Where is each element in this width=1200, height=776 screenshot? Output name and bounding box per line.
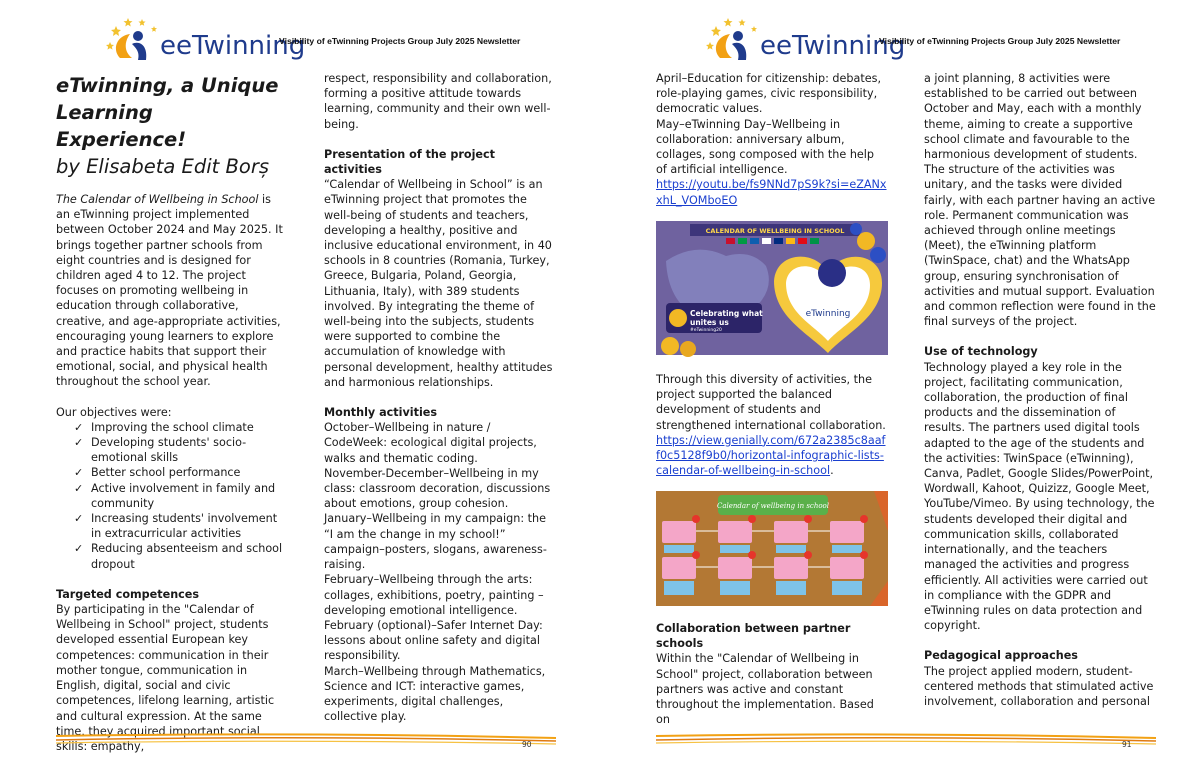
objective-item: ✓ Developing students' socio-emotional skills (74, 435, 288, 465)
objective-item: ✓ Improving the school climate (74, 420, 288, 435)
monthly-item: April–Education for citizenship: debates, role-playing games, civic responsibility, democratic values. (656, 72, 882, 116)
left-page-column-2 (324, 71, 556, 724)
technology-text: Technology played a key role in the project, facilitating communication, collaboration, the production of final products and the dissemination of results. The partners used digital tools adapted to the age of the students and the activities: TwinSpace (eTwinning), Canva, Padlet, Google Slides/PowerPoint, Wordwall, Kahoot, Quizizz, Google Meet, YouTube/Vimeo. By using technology, the students developed their digital and communication skills, collaborated internationally, and the teachers managed the activities and progress efficiently. All activities were carried out in compliance with the GDPR and eTwinning rules on data protection and copyright. (924, 360, 1155, 633)
right-page (600, 0, 1200, 776)
monthly-item: January–Wellbeing in my campaign: the “I am the change in my school!” campaign–posters, slogans, awareness-raising. (324, 512, 547, 572)
collaboration-text: Within the "Calendar of Wellbeing in School" project, collaboration between partners was active and constant throughout the implementation. Based on (656, 652, 874, 727)
monthly-item: October–Wellbeing in nature / CodeWeek: ecological digital projects, walks and thematic coding. (324, 421, 537, 465)
objective-item: ✓ Increasing students' involvement in extracurricular activities (74, 511, 288, 541)
monthly-item: March–Wellbeing through Mathematics, Science and ICT: interactive games, experiments, digital challenges, collective play. (324, 664, 546, 724)
right-page-column-1 (656, 71, 888, 208)
competences-heading: Targeted competences (56, 587, 200, 601)
calendar-image-title: Calendar of wellbeing in school (716, 502, 830, 510)
objectives-list (56, 420, 288, 572)
right-page-column-1-lower: Through this diversity of activities, the project supported the balanced development of students and strengthened international collaboration. https://view.genially.com/672a2385c8aaff0c5128f9b0/horizontal-infographic-lists-calendar-of-wellbeing-in-school. (656, 372, 888, 478)
calendar-illustration (656, 491, 888, 606)
page-number: 91 (1122, 740, 1132, 749)
article-title: eTwinning, a Unique Learning Experience! (56, 74, 279, 151)
badge-line-2: unites us (690, 318, 729, 327)
svg-text:e: e (760, 31, 776, 61)
objective-item: ✓ Active involvement in family and community (74, 481, 288, 511)
objective-item: ✓ Better school performance (74, 465, 288, 480)
technology-heading: Use of technology (924, 345, 1038, 359)
objective-item: ✓ Reducing absenteeism and school dropout (74, 541, 288, 571)
left-page-column-1 (56, 72, 288, 754)
presentation-text: “Calendar of Wellbeing in School” is an eTwinning project that promotes the well-being of students and teachers, developing a healthy, positive and inclusive educational environment, in 40 schools in 8 countries (Romania, Turkey, Greece, Bulgaria, Poland, Georgia, Lithuania, Italy), with 389 students involved. By integrating the theme of well-being into the subjects, students were supported to combine the accumulation of knowledge with personal development, healthy attitudes and harmonious relationships. (324, 178, 553, 389)
right-page-column-1-bottom (656, 621, 888, 727)
monthly-item: February (optional)–Safer Internet Day: lessons about online safety and digital responsibility. (324, 618, 543, 663)
presentation-heading: Presentation of the project activities (324, 147, 495, 177)
diversity-text: Through this diversity of activities, the project supported the balanced development of students and strengthened international collaboration. (656, 373, 886, 432)
badge-tag: #eTwinning20 (690, 328, 722, 333)
collaboration-heading: Collaboration between partner schools (656, 622, 851, 651)
competences-text: By participating in the "Calendar of Wellbeing in School" project, students developed essential European key competences: communication in their mother tongue, communication in English, digital, social and civic competences, lifelong learning, artistic and cultural expression. At the same time, they acquired important social skills: empathy, (56, 603, 275, 753)
pedagogy-heading: Pedagogical approaches (924, 649, 1078, 663)
collaboration-continued: a joint planning, 8 activities were established to be carried out between October and May, each with a monthly theme, aiming to create a supportive school climate and favourable to the harmonious development of students. The structure of the activities was unitary, and the tasks were divided fairly, with each partner having an active role. Permanent communication was achieved through online meetings (Meet), the eTwinning platform (TwinSpace, chat) and the WhatsApp group, ensuring synchronisation of activities and mutual support. Evaluation and common reflection were found in the final surveys of the project. (924, 72, 1156, 329)
etwinning-logo (102, 14, 306, 66)
genially-link[interactable]: https://view.genially.com/672a2385c8aaff0c5128f9b0/horizontal-infographic-lists-calendar-of-wellbeing-in-school (656, 433, 886, 478)
article-author: by Elisabeta Edit Borș (56, 155, 269, 178)
intro-paragraph: The Calendar of Wellbeing in School is an eTwinning project implemented between October 2024 and May 2025. It brings together partner schools from eight countries and is designed for children aged 4 to 12. The project focuses on promoting wellbeing in education through collaborative, creative, and age-appropriate activities, encouraging young learners to explore and practice habits that support their emotional, social, and physical health throughout the school year. (56, 193, 283, 389)
objectives-intro: Our objectives were: (56, 405, 172, 419)
pedagogy-text: The project applied modern, student-centered methods that stimulated active involvement, collaboration and personal (924, 664, 1154, 708)
youtube-link[interactable]: https://youtu.be/fs9NNd7pS9k?si=eZANxxhL_VOMboEO (656, 178, 887, 207)
image-brand-text: eTwinning (805, 309, 851, 319)
monthly-item: February–Wellbeing through the arts: collages, exhibitions, poetry, painting – developing emotional intelligence. (324, 573, 544, 617)
page-number: 90 (522, 740, 532, 749)
newsletter-title: Visibility of eTwinning Projects Group July 2025 Newsletter (279, 36, 521, 46)
image-banner-text: CALENDAR OF WELLBEING IN SCHOOL (705, 227, 845, 235)
monthly-item: November-December–Wellbeing in my class: classroom decoration, discussions about emotions, group cohesion. (324, 466, 551, 511)
right-page-column-2 (924, 71, 1156, 709)
footer-decoration (656, 730, 1156, 750)
badge-line-1: Celebrating what (690, 309, 763, 318)
project-image-anniversary (656, 221, 888, 355)
anniversary-illustration (656, 221, 888, 355)
competences-continued: respect, responsibility and collaboration, forming a positive attitude towards learning, community and their own well-being. (324, 72, 552, 131)
project-image-calendar (656, 491, 888, 606)
footer-decoration (56, 730, 556, 750)
etwinning-logo (702, 14, 906, 66)
monthly-heading: Monthly activities (324, 406, 438, 420)
logo-brand-text: eTwinning (176, 31, 306, 61)
monthly-item: May–eTwinning Day–Wellbeing in collaboration: anniversary album, collages, song composed with the help of artificial intelligence. (656, 117, 875, 177)
logo-brand-text: eTwinning (776, 31, 906, 61)
svg-text:e: e (160, 31, 176, 61)
newsletter-title: Visibility of eTwinning Projects Group July 2025 Newsletter (879, 36, 1121, 46)
